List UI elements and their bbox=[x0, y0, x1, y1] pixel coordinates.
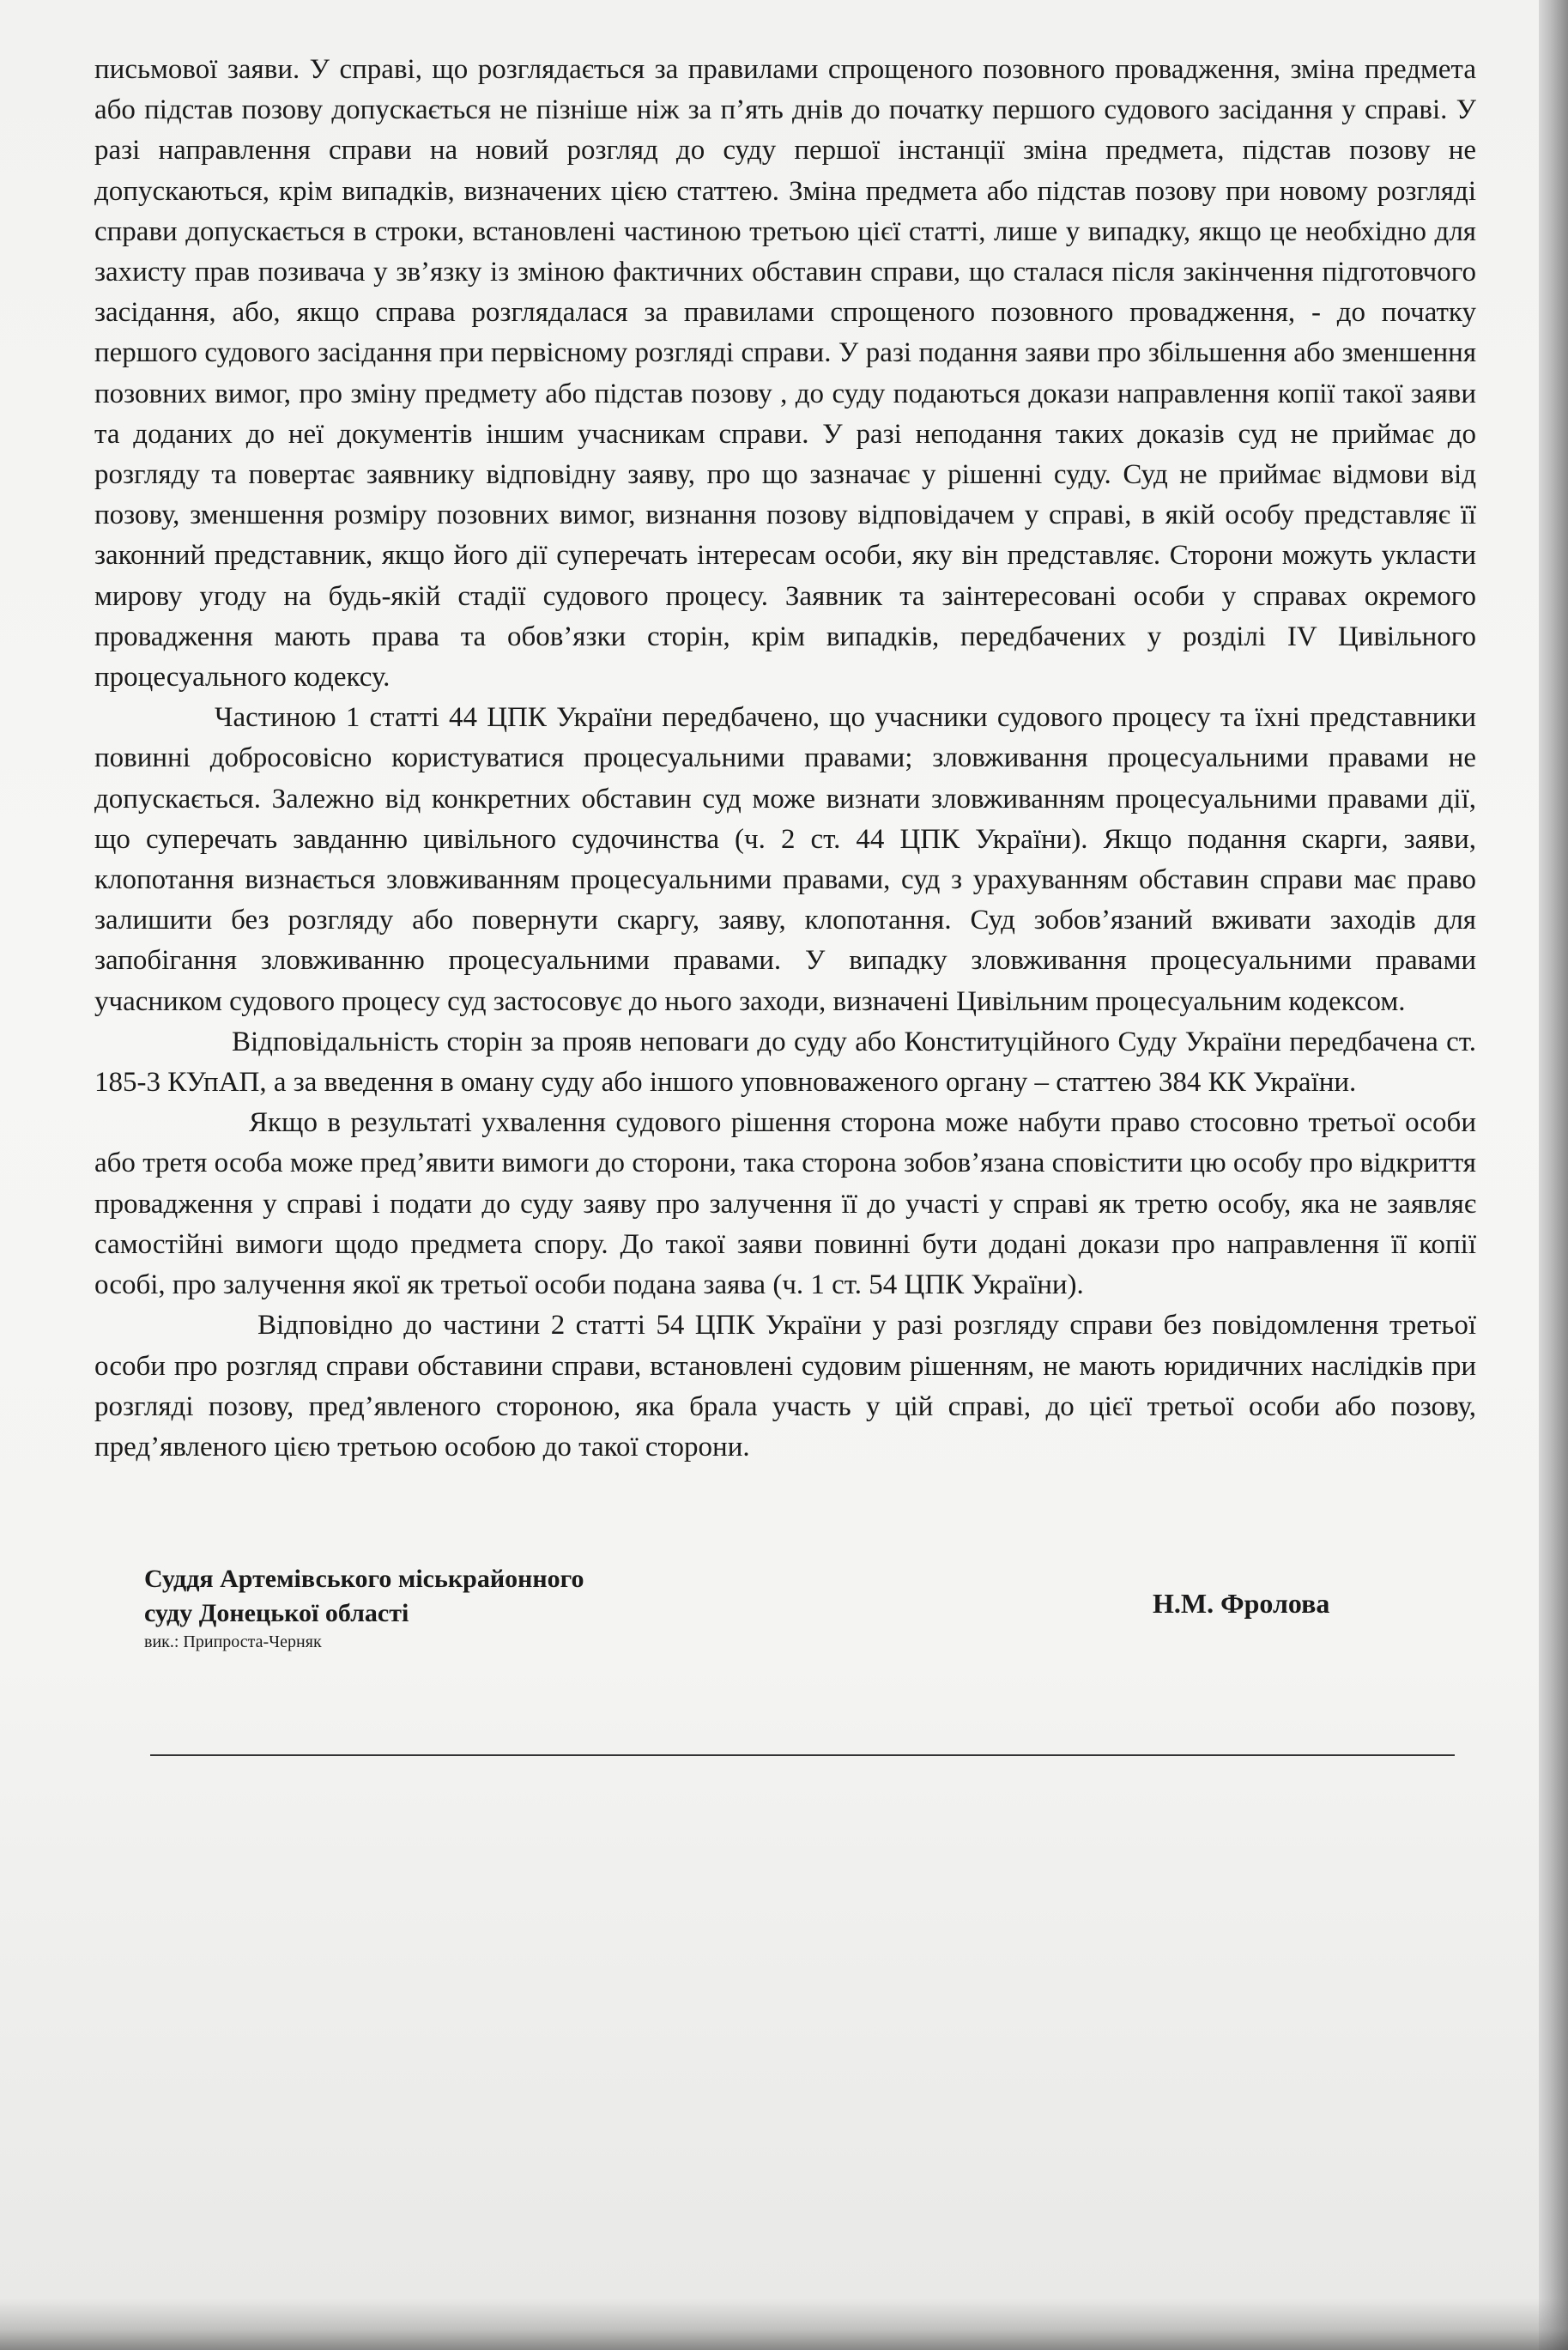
paragraph-3: Відповідальність сторін за прояв неповаги до суду або Конституційного Суду України передбачена ст. 185-3 КУпАП, а за введення в оману суду або іншого уповноваженого органу – статтею 384 КК України. bbox=[94, 1026, 1476, 1099]
paragraph-5: Відповідно до частини 2 статті 54 ЦПК України у разі розгляду справи без повідомлення третьої особи про розгляд справи обставини справи, встановлені судовим рішенням, не мають юридичних наслідків при розгляді позову, пред’явленого стороною, яка брала участь у цій справі, до цієї третьої особи або позову, пред’явленого цією третьою особою до такої сторони. bbox=[94, 1310, 1476, 1463]
paragraph-2: Частиною 1 статті 44 ЦПК України передбачено, що учасники судового процесу та їхні представники повинні добросовісно користуватися процесуальними правами; зловживання процесуальними правами не допускається. Залежно від конкретних обставин суд може визнати зловживанням процесуальними правами дії, що суперечать завданню цивільного судочинства (ч. 2 ст. 44 ЦПК України). Якщо подання скарги, заяви, клопотання визнається зловживанням процесуальними правами, суд з урахуванням обставин справи має право залишити без розгляду або повернути скаргу, заяву, клопотання. Суд зобов’язаний вживати заходів для запобігання зловживанню процесуальними правами. У випадку зловживання процесуальними правами учасником судового процесу суд застосовує до нього заходи, визначені Цивільним процесуальним кодексом. bbox=[94, 702, 1476, 1017]
judge-title-line2: суду Донецької області bbox=[144, 1599, 409, 1627]
judge-title-line1: Суддя Артемівського міськрайонного bbox=[144, 1565, 584, 1593]
judge-title bbox=[144, 1562, 584, 1653]
signature-block bbox=[144, 1562, 1449, 1665]
bottom-rule bbox=[150, 1754, 1455, 1756]
page-edge-shadow bbox=[1539, 0, 1568, 2350]
paragraph-1: письмової заяви. У справі, що розглядається за правилами спрощеного позовного провадження, зміна предмета або підстав позову допускається не пізніше ніж за п’ять днів до початку першого судового засідання у справі. У разі направлення справи на новий розгляд до суду першої інстанції зміна предмета, підстав позову не допускаються, крім випадків, визначених цією статтею. Зміна предмета або підстав позову при новому розгляді справи допускається в строки, встановлені частиною третьою цієї статті, лише у випадку, якщо це необхідно для захисту прав позивача у зв’язку із зміною фактичних обставин справи, що сталася після закінчення підготовчого засідання, або, якщо справа розглядалася за правилами спрощеного позовного провадження, - до початку першого судового засідання при первісному розгляді справи. У разі подання заяви про збільшення або зменшення позовних вимог, про зміну предмету або підстав позову , до суду подаються докази направлення копії такої заяви та доданих до неї документів іншим учасникам справи. У разі неподання таких доказів суд не приймає до розгляду та повертає заявнику відповідну заяву, про що зазначає у рішенні суду. Суд не приймає відмови від позову, зменшення розміру позовних вимог, визнання позову відповідачем у справі, в якій особу представляє її законний представник, якщо його дії суперечать інтересам особи, яку він представляє. Сторони можуть укласти мирову угоду на будь-якій стадії судового процесу. Заявник та заінтересовані особи у справах окремого провадження мають права та обов’язки сторін, крім випадків, передбачених у розділі IV Цивільного процесуального кодексу. bbox=[94, 54, 1476, 693]
page-bottom-shadow bbox=[0, 2299, 1568, 2350]
judge-name: Н.М. Фролова bbox=[1153, 1588, 1330, 1619]
executor-note: вик.: Припроста-Черняк bbox=[144, 1632, 322, 1651]
document-body bbox=[94, 50, 1476, 1468]
paragraph-4: Якщо в результаті ухвалення судового рішення сторона може набути право стосовно третьої особи або третя особа може пред’явити вимоги до сторони, така сторона зобов’язана сповістити цю особу про відкриття провадження у справі і подати до суду заяву про залучення її до участі у справі як третю особу, яка не заявляє самостійні вимоги щодо предмета спору. До такої заяви повинні бути додані докази про направлення її копії особі, про залучення якої як третьої особи подана заява (ч. 1 ст. 54 ЦПК України). bbox=[94, 1107, 1476, 1301]
